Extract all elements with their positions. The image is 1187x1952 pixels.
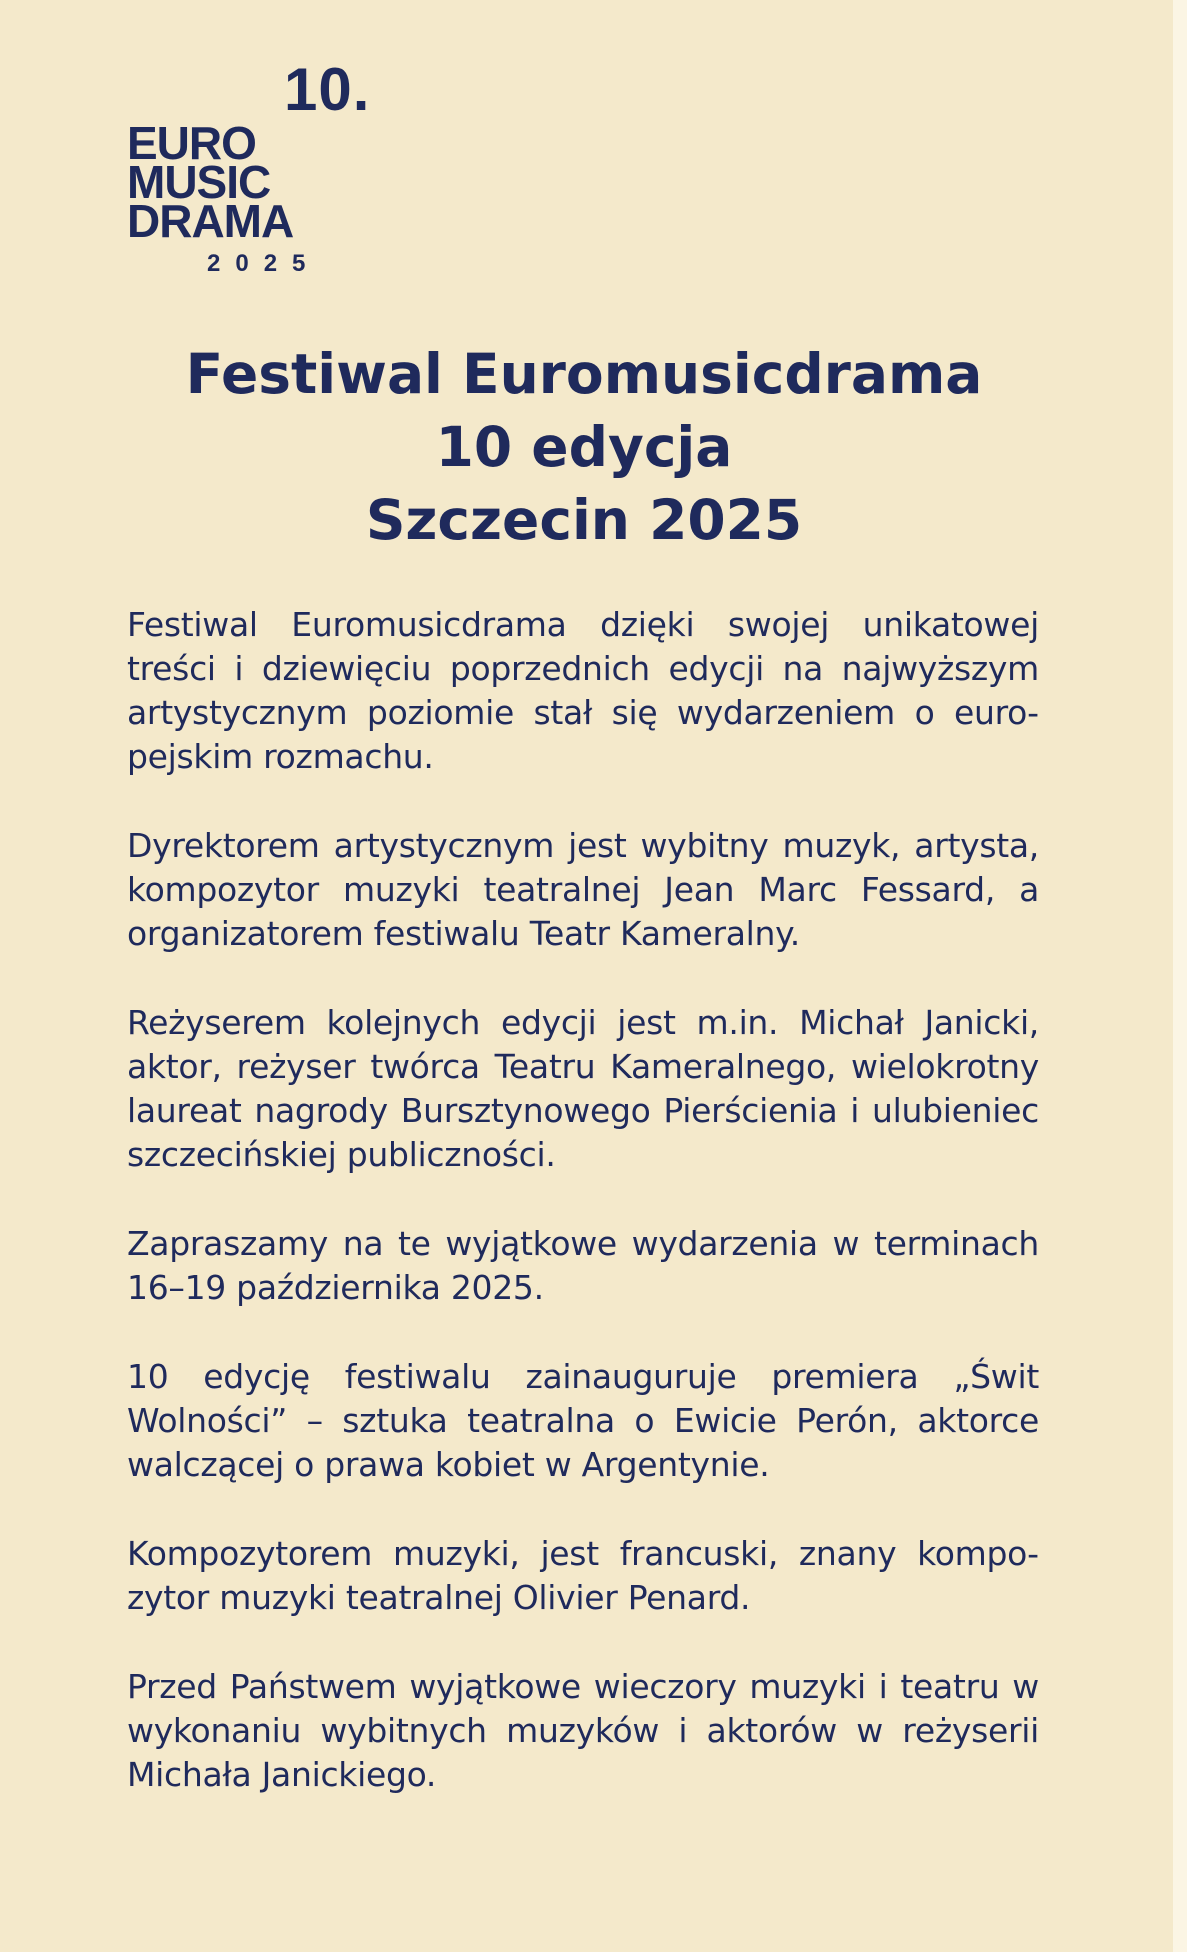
paragraph-invitation: Zapraszamy na te wyjątkowe wydarzenia w terminach 16–19 października 2025. — [127, 1224, 1039, 1307]
title-line-city-year: Szczecin 2025 — [365, 488, 803, 552]
logo-word-music: MUSIC — [127, 156, 271, 208]
paragraph-composer: Kompozytorem muzyki, jest francuski, znany kompozytor muzyki teatralnej Olivier Penard. — [127, 1534, 1039, 1617]
paragraph-stage-director: Reżyserem kolejnych edycji jest m.in. Michał Janicki, aktor, reżyser twórca Teatru Kameralnego, wielokrotny laureat nagrody Bursztynowego Pierścienia i ulubieniec szczecińskiej publiczności. — [127, 1003, 1039, 1174]
page-edge — [1173, 0, 1187, 1952]
paragraph-premiere: 10 edycję festiwalu zainauguruje premiera „Świt Wolności” – sztuka teatralna o Ewicie Perón, aktorce walczącej o prawa kobiet w Argentynie. — [127, 1357, 1039, 1484]
logo-word-drama: DRAMA — [127, 195, 294, 247]
body-text — [127, 603, 1039, 1797]
title-line-festival: Festiwal Euromusicdrama — [185, 342, 983, 406]
page-title — [0, 338, 1168, 557]
paragraph-director: Dyrektorem artystycznym jest wybitny muzyk, artysta, kompozytor muzyki teatralnej Jean Marc Fessard, a organizatorem festiwalu Teatr Kameralny. — [127, 826, 1039, 953]
paragraph-intro: Festiwal Euromusicdrama dzięki swojej unikatowej treści i dziewięciu poprzednich edycji na najwyższym artystycznym poziomie stał się wydarzeniem o europejskim rozmachu. — [127, 605, 1039, 776]
logo-edition-number: 10. — [284, 56, 371, 123]
logo-year: 2025 — [207, 250, 321, 277]
title-line-edition: 10 edycja — [435, 415, 733, 479]
paragraph-closing: Przed Państwem wyjątkowe wieczory muzyki i teatru w wykonaniu wybitnych muzyków i aktorów w reżyserii Michała Janickiego. — [127, 1667, 1039, 1794]
festival-logo — [127, 56, 407, 290]
logo-word-euro: EURO — [127, 117, 256, 169]
